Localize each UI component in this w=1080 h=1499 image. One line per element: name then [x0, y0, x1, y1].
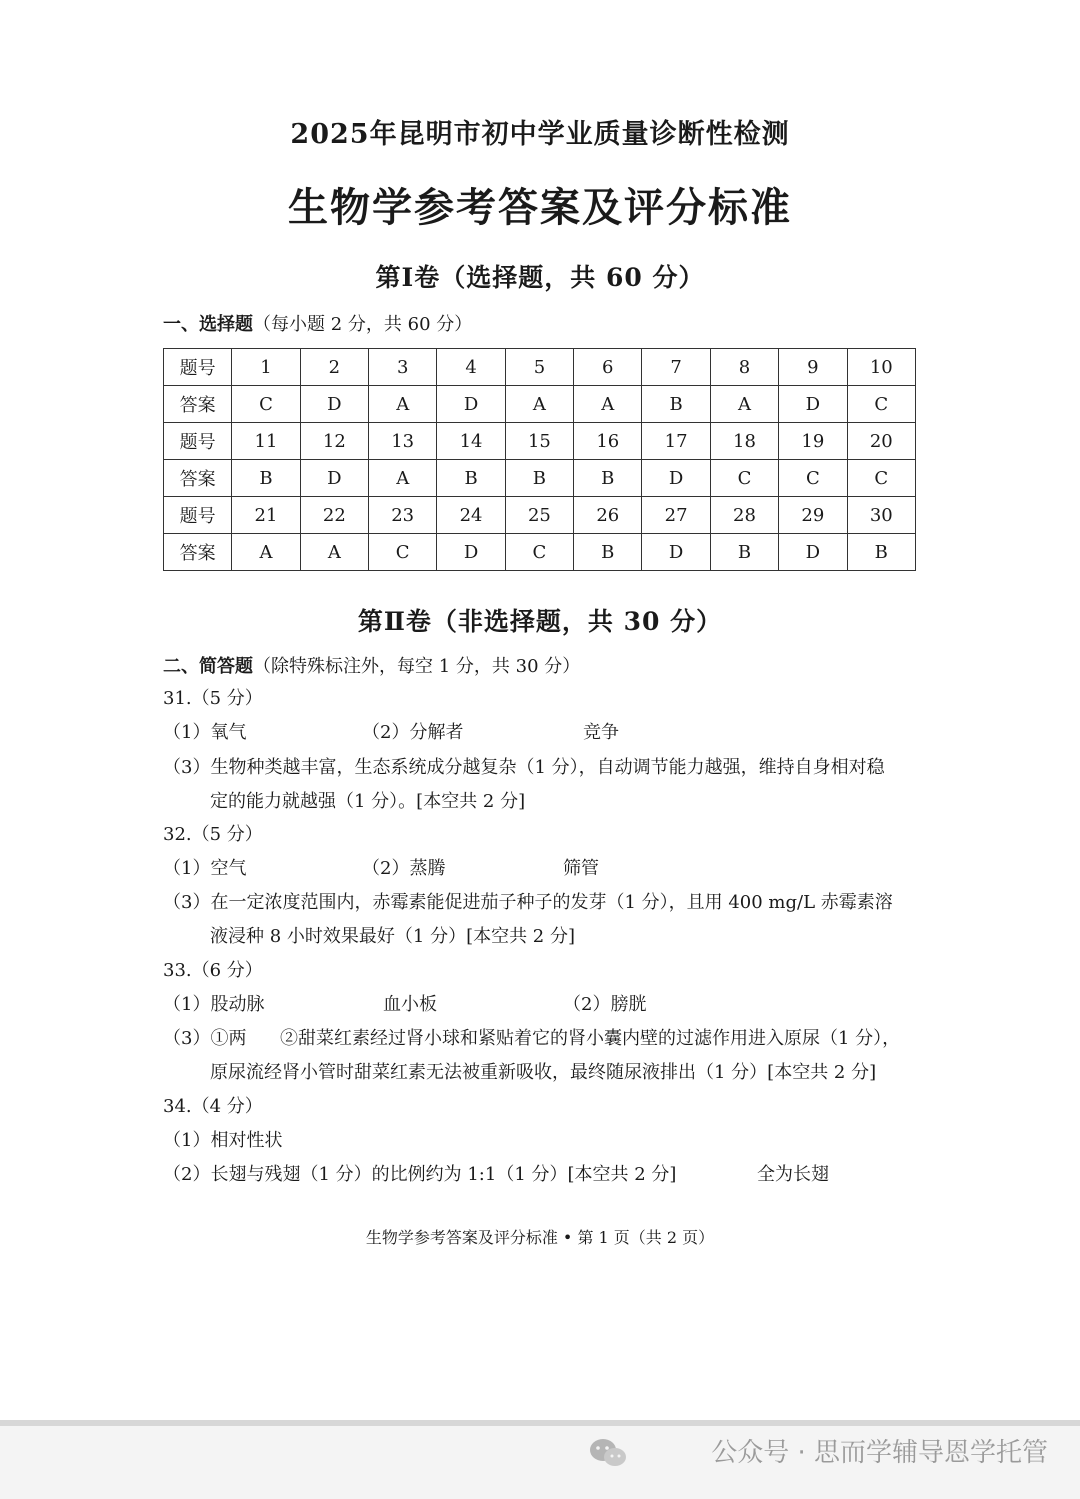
answer-cell: D: [779, 386, 847, 423]
question-number: 30: [847, 497, 915, 534]
q34-answer-2: （2）长翅与残翅（1 分）的比例约为 1:1（1 分）[本空共 2 分]: [163, 1164, 677, 1185]
row-label: 题号: [164, 349, 232, 386]
answer-cell: B: [710, 534, 778, 571]
answer-cell: C: [232, 386, 300, 423]
answer-cell: B: [642, 386, 710, 423]
part1-note: （每小题 2 分，共 60 分）: [253, 314, 473, 335]
q34-label: 34.（4 分）: [163, 1096, 263, 1117]
question-number: 29: [779, 497, 847, 534]
answer-table: [163, 348, 916, 571]
row-label: 题号: [164, 497, 232, 534]
q34-answer-1: （1）相对性状: [163, 1130, 283, 1151]
question-number: 27: [642, 497, 710, 534]
answer-row: [164, 460, 916, 497]
answer-cell: A: [369, 386, 437, 423]
q32-answer-4a: （3）在一定浓度范围内，赤霉素能促进茄子种子的发芽（1 分），且用 400 mg/L 赤霉素溶: [163, 892, 893, 913]
q32-answer-1: （1）空气: [163, 858, 247, 879]
question-number: 7: [642, 349, 710, 386]
row-label: 答案: [164, 460, 232, 497]
question-number: 13: [369, 423, 437, 460]
q32-answer-3: 筛管: [563, 858, 599, 879]
question-number: 6: [574, 349, 642, 386]
question-number: 28: [710, 497, 778, 534]
question-number: 21: [232, 497, 300, 534]
question-number: 19: [779, 423, 847, 460]
answer-cell: B: [847, 534, 915, 571]
answer-cell: C: [847, 460, 915, 497]
answer-cell: B: [437, 460, 505, 497]
question-number: 14: [437, 423, 505, 460]
answer-cell: B: [232, 460, 300, 497]
question-number: 12: [300, 423, 368, 460]
answer-cell: C: [369, 534, 437, 571]
question-number: 18: [710, 423, 778, 460]
answer-cell: A: [369, 460, 437, 497]
question-number-row: [164, 423, 916, 460]
answer-cell: D: [437, 534, 505, 571]
answer-cell: A: [300, 534, 368, 571]
answer-cell: C: [505, 534, 573, 571]
q33-answer-3: （2）膀胱: [563, 994, 647, 1015]
q33-answer-2: 血小板: [383, 994, 437, 1015]
volume2-heading: 第Ⅱ卷（非选择题，共 30 分）: [357, 607, 723, 636]
question-number: 1: [232, 349, 300, 386]
answer-cell: A: [574, 386, 642, 423]
part2-heading: [163, 652, 580, 678]
q31-answer-4b: 定的能力就越强（1 分）。[本空共 2 分]: [210, 791, 526, 812]
question-number: 20: [847, 423, 915, 460]
question-number: 3: [369, 349, 437, 386]
question-number: 24: [437, 497, 505, 534]
answer-cell: C: [847, 386, 915, 423]
answer-cell: A: [710, 386, 778, 423]
question-number: 10: [847, 349, 915, 386]
row-label: 题号: [164, 423, 232, 460]
part2-note: （除特殊标注外，每空 1 分，共 30 分）: [253, 656, 581, 677]
answer-cell: C: [779, 460, 847, 497]
answer-cell: B: [574, 534, 642, 571]
question-number: 17: [642, 423, 710, 460]
answer-cell: D: [300, 386, 368, 423]
question-number-row: [164, 497, 916, 534]
question-number: 2: [300, 349, 368, 386]
answer-cell: C: [710, 460, 778, 497]
question-number: 15: [505, 423, 573, 460]
exam-subtitle: 2025年昆明市初中学业质量诊断性检测: [290, 119, 790, 150]
question-number: 25: [505, 497, 573, 534]
page-footer: 生物学参考答案及评分标准 • 第 1 页（共 2 页）: [365, 1228, 715, 1247]
question-number-row: [164, 349, 916, 386]
q31-answer-3: 竞争: [583, 722, 619, 743]
q33-answer-4a: （3）①两: [163, 1028, 247, 1049]
q33-answer-1: （1）股动脉: [163, 994, 265, 1015]
q31-answer-1: （1）氧气: [163, 722, 247, 743]
answer-cell: A: [232, 534, 300, 571]
answer-row: [164, 534, 916, 571]
question-number: 9: [779, 349, 847, 386]
question-number: 8: [710, 349, 778, 386]
answer-row: [164, 386, 916, 423]
q32-answer-4b: 液浸种 8 小时效果最好（1 分）[本空共 2 分]: [210, 926, 576, 947]
watermark-text: 公众号 · 思而学辅导恩学托管: [711, 1438, 1048, 1468]
q33-answer-4c: 原尿流经肾小管时甜菜红素无法被重新吸收，最终随尿液排出（1 分）[本空共 2 分]: [210, 1062, 877, 1083]
answer-cell: A: [505, 386, 573, 423]
question-number: 22: [300, 497, 368, 534]
answer-cell: D: [642, 534, 710, 571]
q33-answer-4b: ②甜菜红素经过肾小球和紧贴着它的肾小囊内壁的过滤作用进入原尿（1 分），: [280, 1028, 901, 1049]
q31-answer-4a: （3）生物种类越丰富，生态系统成分越复杂（1 分），自动调节能力越强，维持自身相对稳: [163, 757, 885, 778]
q31-label: 31.（5 分）: [163, 688, 263, 709]
part1-heading: [163, 310, 472, 336]
question-number: 16: [574, 423, 642, 460]
answer-cell: B: [505, 460, 573, 497]
answer-cell: D: [437, 386, 505, 423]
question-number: 5: [505, 349, 573, 386]
q32-label: 32.（5 分）: [163, 824, 263, 845]
volume1-heading: 第Ⅰ卷（选择题，共 60 分）: [375, 263, 705, 292]
question-number: 23: [369, 497, 437, 534]
q32-answer-2: （2）蒸腾: [362, 858, 446, 879]
row-label: 答案: [164, 534, 232, 571]
answer-cell: D: [642, 460, 710, 497]
question-number: 11: [232, 423, 300, 460]
answer-cell: B: [574, 460, 642, 497]
answer-cell: D: [300, 460, 368, 497]
question-number: 26: [574, 497, 642, 534]
wechat-icon: [588, 1437, 628, 1469]
row-label: 答案: [164, 386, 232, 423]
answer-cell: D: [779, 534, 847, 571]
q33-label: 33.（6 分）: [163, 960, 263, 981]
part1-title: 一、选择题: [163, 314, 253, 335]
part2-title: 二、简答题: [163, 656, 253, 677]
q31-answer-2: （2）分解者: [362, 722, 464, 743]
document-title: 生物学参考答案及评分标准: [288, 184, 792, 231]
q34-answer-3: 全为长翅: [757, 1164, 829, 1185]
question-number: 4: [437, 349, 505, 386]
